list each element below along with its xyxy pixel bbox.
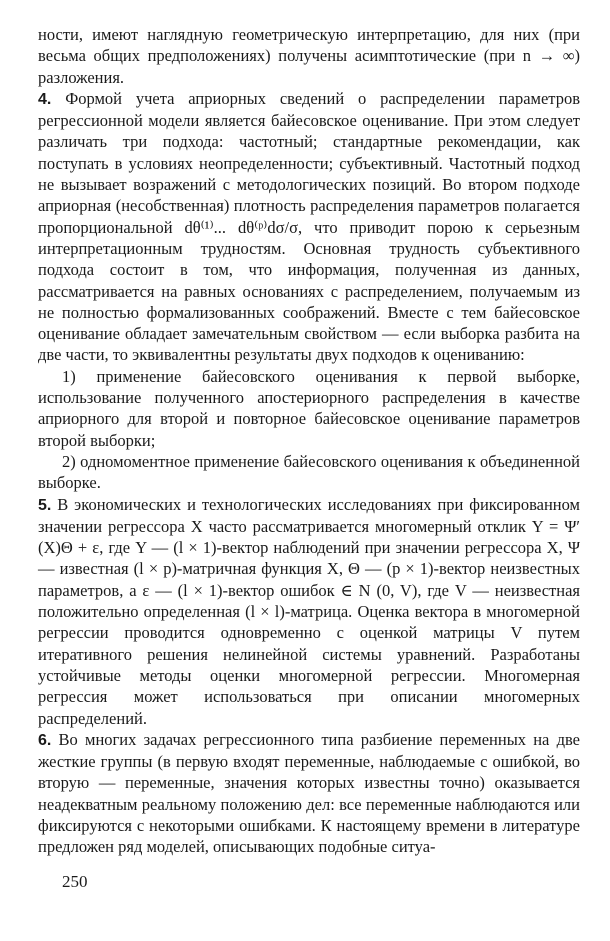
item-6	[38, 729, 580, 858]
page-number: 250	[62, 872, 88, 891]
item-4-subitem-2: 2) одномоментное применение байесовского оценивания к объединенной выборке.	[38, 451, 580, 493]
item-6-number: 6.	[38, 731, 52, 749]
item-4-text: Формой учета априорных сведений о распределении параметров регрессионной модели является байесовское оценивание. При этом следует различать три подхода: частотный; стандартные рекомендации, как поступать в условиях неопределенности; субъективный. Частотный подход не вызывает возражений с методологических позиций. Во втором подходе априорная (несобственная) плотность распределения параметров полагается пропорциональной dθ⁽¹⁾... dθ⁽ᵖ⁾dσ/σ, что приводит порою к серьезным интерпретационным трудностям. Основная трудность субъективного подхода состоит в том, что информация, полученная из данных, рассматривается на равных основаниях с распределением, получаемым из не полностью формализованных соображений. Вместе с тем байесовское оценивание обладает замечательным свойством — если выборка разбита на две части, то эквивалентны результаты двух подходов к оцениванию:	[38, 88, 581, 365]
item-5	[38, 494, 580, 729]
item-4-subitem-1: 1) применение байесовского оценивания к первой выборке, использование полученного апостериорного распределения в качестве априорного для второй и повторное байесовское оценивание параметров второй выборки;	[38, 366, 580, 450]
item-6-text: Во многих задачах регрессионного типа разбиение переменных на две жесткие группы (в первую входят переменные, наблюдаемые с ошибкой, во вторую — переменные, значения которых известны точно) оказывается неадекватным реальному положению дел: все переменные наблюдаются или фиксируются с некоторыми ошибками. К настоящему времени в литературе предложен ряд моделей, описывающих подобные ситуа-	[38, 729, 580, 857]
item-5-text: В экономических и технологических исследованиях при фиксированном значении регрессора X часто рассматривается многомерный отклик Y = Ψ′ (X)Θ + ε, где Y — (l × 1)-вектор наблюдений при значении регрессора X, Ψ — известная (l × p)-матричная функция X, Θ — (p × 1)-вектор неизвестных параметров, а ε — (l × 1)-вектор ошибок ∈ N (0, V), где V — неизвестная положительно определенная (l × l)-матрица. Оценка вектора в многомерной регрессии проводится одновременно с оценкой матрицы V путем итеративного решения нелинейной системы уравнений. Разработаны устойчивые методы оценки многомерной регрессии. Многомерная регрессия может использоваться при описании многомерных распределений.	[38, 494, 580, 728]
item-4	[38, 88, 580, 366]
paragraph-continuation: ности, имеют наглядную геометрическую интерпретацию, для них (при весьма общих предположениях) получены асимптотические (при n → ∞) разложения.	[38, 25, 580, 87]
item-5-number: 5.	[38, 496, 52, 514]
body-text	[38, 24, 580, 858]
item-4-number: 4.	[38, 90, 52, 108]
